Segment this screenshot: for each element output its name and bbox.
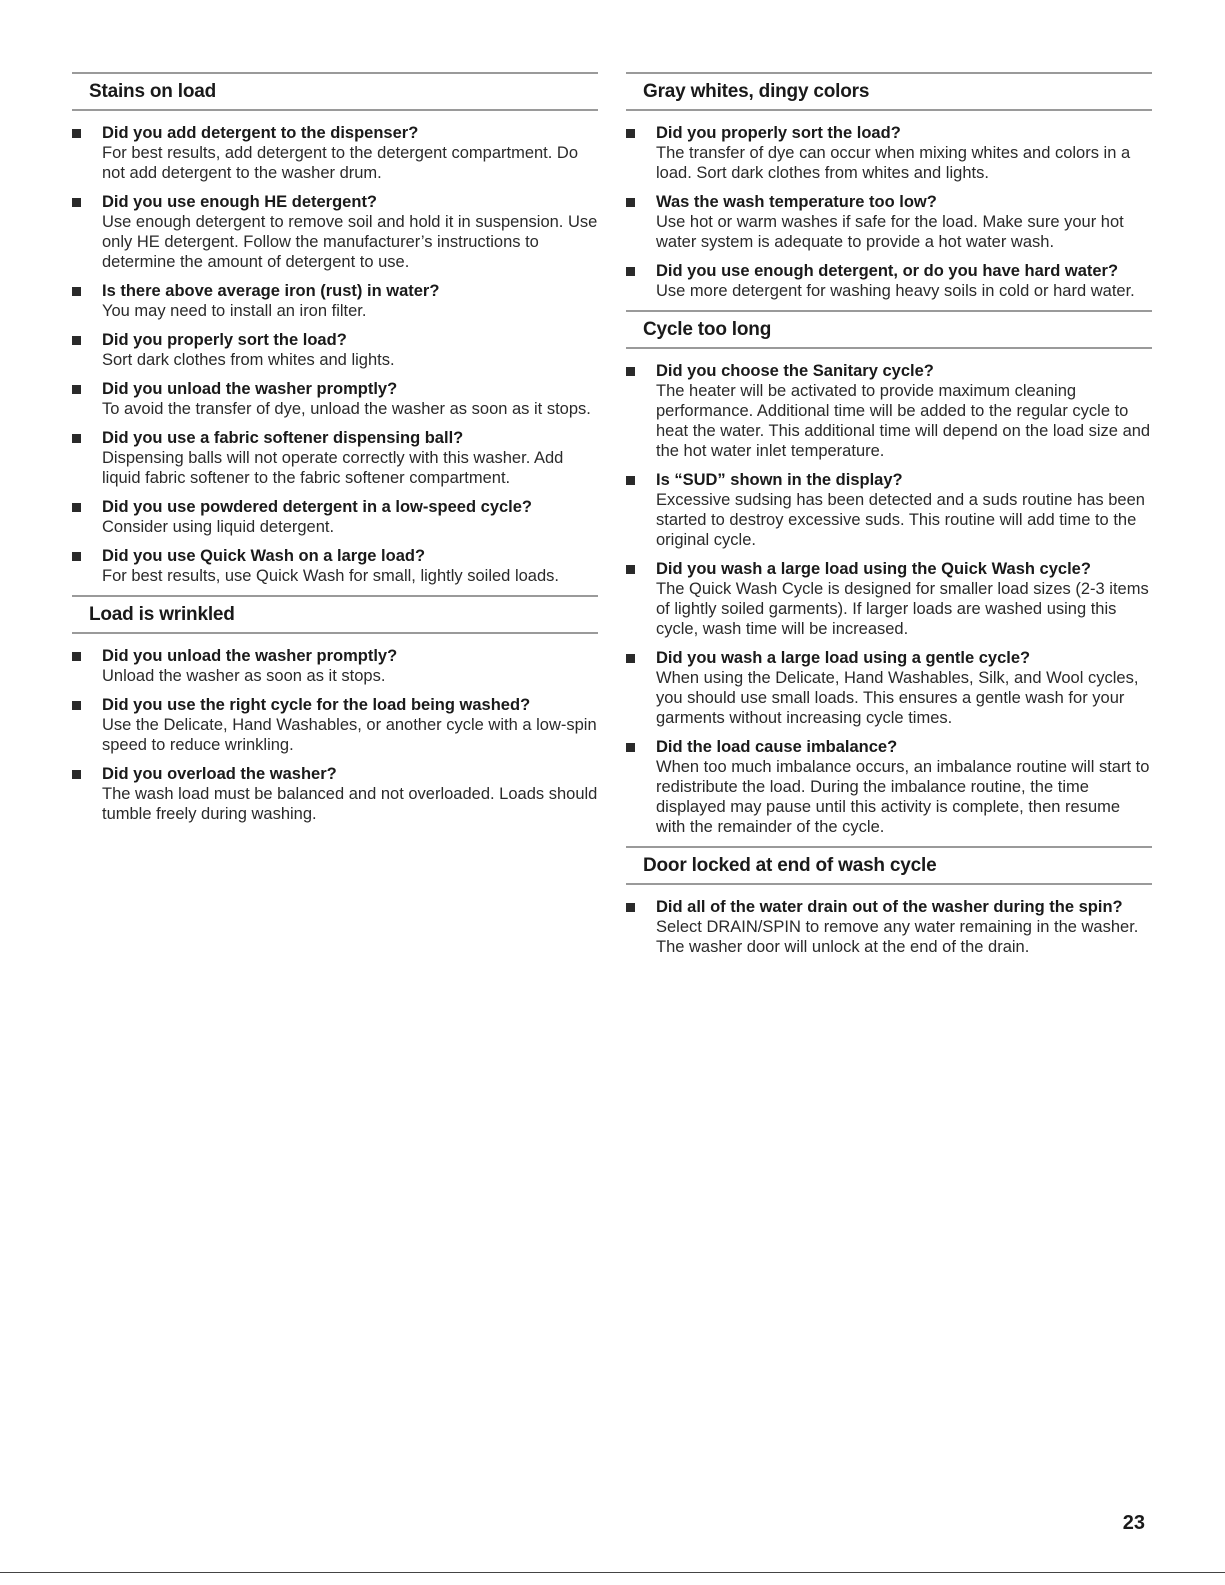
square-bullet-icon [72,287,81,296]
list-item [626,648,1152,728]
answer-text: Sort dark clothes from whites and lights. [102,351,395,369]
list-item [72,764,598,824]
question-text: Is there above average iron (rust) in water? [102,282,440,300]
section-stains-on-load [72,72,598,586]
question-text: Was the wash temperature too low? [656,193,937,211]
square-bullet-icon [626,903,635,912]
section-header [626,72,1152,111]
section-title: Load is wrinkled [89,604,235,625]
list-item [72,646,598,686]
square-bullet-icon [72,385,81,394]
square-bullet-icon [626,198,635,207]
answer-text: Use more detergent for washing heavy soils in cold or hard water. [656,282,1135,300]
list-item [626,192,1152,252]
section-cycle-too-long [626,310,1152,837]
question-text: Did you wash a large load using a gentle cycle? [656,649,1031,667]
answer-text: Use enough detergent to remove soil and hold it in suspension. Use only HE detergent. Follow the manufacturer’s instructions to determine the amount of detergent to use. [102,213,598,271]
question-text: Did you choose the Sanitary cycle? [656,362,934,380]
question-text: Did you wash a large load using the Quick Wash cycle? [656,560,1091,578]
square-bullet-icon [72,552,81,561]
list-item [626,737,1152,837]
right-column [626,72,1152,966]
question-text: Did you add detergent to the dispenser? [102,124,419,142]
section-header [626,310,1152,349]
question-list [626,361,1152,837]
answer-text: Use the Delicate, Hand Washables, or another cycle with a low-spin speed to reduce wrinkling. [102,716,597,754]
square-bullet-icon [72,336,81,345]
answer-text: Dispensing balls will not operate correctly with this washer. Add liquid fabric softener to the fabric softener compartment. [102,449,564,487]
square-bullet-icon [626,476,635,485]
question-text: Did you unload the washer promptly? [102,647,398,665]
list-item [626,559,1152,639]
list-item [72,330,598,370]
section-title: Cycle too long [643,319,772,340]
question-text: Did the load cause imbalance? [656,738,898,756]
section-gray-whites-dingy-colors [626,72,1152,301]
list-item [72,192,598,272]
square-bullet-icon [72,701,81,710]
question-list [626,123,1152,301]
section-header [72,72,598,111]
answer-text: For best results, add detergent to the detergent compartment. Do not add detergent to the washer drum. [102,144,579,182]
square-bullet-icon [72,198,81,207]
section-title: Stains on load [89,81,217,102]
question-text: Did you use Quick Wash on a large load? [102,547,426,565]
section-load-is-wrinkled [72,595,598,824]
left-column [72,72,598,833]
section-header [72,595,598,634]
question-text: Did all of the water drain out of the washer during the spin? [656,898,1123,916]
square-bullet-icon [72,434,81,443]
question-text: Is “SUD” shown in the display? [656,471,903,489]
section-header [626,846,1152,885]
list-item [72,379,598,419]
answer-text: You may need to install an iron filter. [102,302,367,320]
question-list [72,646,598,824]
question-list [72,123,598,586]
list-item [72,281,598,321]
section-title: Door locked at end of wash cycle [643,855,937,876]
answer-text: The transfer of dye can occur when mixing whites and colors in a load. Sort dark clothes from whites and lights. [656,144,1131,182]
answer-text: The heater will be activated to provide maximum cleaning performance. Additional time will be added to the regular cycle to heat the water. This additional time will depend on the load size and the hot water inlet temperature. [656,382,1151,460]
answer-text: When using the Delicate, Hand Washables, Silk, and Wool cycles, you should use small loads. This ensures a gentle wash for your garments without increasing cycle times. [656,669,1139,727]
list-item [626,261,1152,301]
square-bullet-icon [626,654,635,663]
list-item [626,470,1152,550]
list-item [72,695,598,755]
answer-text: Excessive sudsing has been detected and a suds routine has been started to destroy excessive suds. This routine will add time to the original cycle. [656,491,1145,549]
answer-text: The wash load must be balanced and not overloaded. Loads should tumble freely during washing. [102,785,598,823]
list-item [72,123,598,183]
section-title: Gray whites, dingy colors [643,81,870,102]
question-text: Did you use enough detergent, or do you have hard water? [656,262,1119,280]
question-list [626,897,1152,957]
square-bullet-icon [72,129,81,138]
list-item [72,497,598,537]
square-bullet-icon [626,743,635,752]
section-door-locked-at-end-of-wash-cycle [626,846,1152,957]
list-item [626,897,1152,957]
list-item [72,428,598,488]
answer-text: Use hot or warm washes if safe for the load. Make sure your hot water system is adequate to provide a hot water wash. [656,213,1124,251]
answer-text: Select DRAIN/SPIN to remove any water remaining in the washer. The washer door will unlock at the end of the drain. [656,918,1139,956]
answer-text: When too much imbalance occurs, an imbalance routine will start to redistribute the load. During the imbalance routine, the time displayed may pause until this activity is complete, then resume with the remainder of the cycle. [656,758,1150,836]
square-bullet-icon [626,367,635,376]
list-item [626,123,1152,183]
question-text: Did you use enough HE detergent? [102,193,378,211]
square-bullet-icon [626,565,635,574]
question-text: Did you use the right cycle for the load being washed? [102,696,531,714]
question-text: Did you properly sort the load? [102,331,347,349]
question-text: Did you use a fabric softener dispensing ball? [102,429,464,447]
list-item [626,361,1152,461]
question-text: Did you properly sort the load? [656,124,901,142]
page-number: 23 [1122,1512,1145,1534]
square-bullet-icon [72,770,81,779]
square-bullet-icon [72,503,81,512]
bottom-rule [0,1572,1225,1573]
answer-text: To avoid the transfer of dye, unload the washer as soon as it stops. [102,400,591,418]
list-item [72,546,598,586]
answer-text: For best results, use Quick Wash for small, lightly soiled loads. [102,567,559,585]
square-bullet-icon [72,652,81,661]
question-text: Did you overload the washer? [102,765,337,783]
question-text: Did you use powdered detergent in a low-speed cycle? [102,498,533,516]
question-text: Did you unload the washer promptly? [102,380,398,398]
square-bullet-icon [626,267,635,276]
answer-text: Consider using liquid detergent. [102,518,335,536]
answer-text: The Quick Wash Cycle is designed for smaller load sizes (2-3 items of lightly soiled garments). If larger loads are washed using this cycle, wash time will be increased. [656,580,1149,638]
square-bullet-icon [626,129,635,138]
answer-text: Unload the washer as soon as it stops. [102,667,386,685]
